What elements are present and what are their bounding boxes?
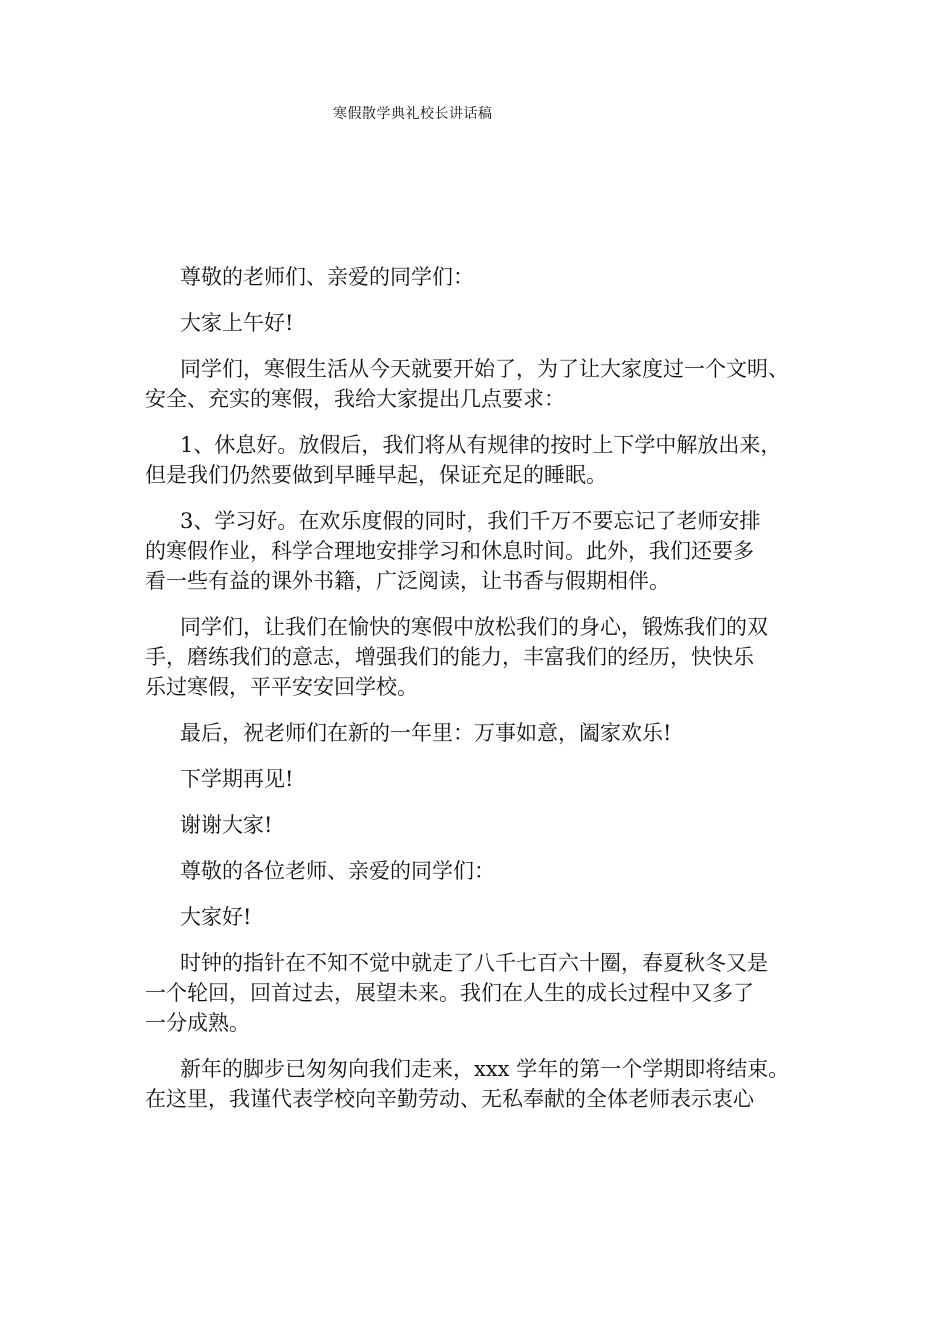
text-line: 尊敬的各位老师、亲爱的同学们： [180,859,495,883]
text-line: 在这里，我谨代表学校向辛勤劳动、无私奉献的全体老师表示衷心 [145,1087,754,1111]
text-line: 尊敬的老师们、亲爱的同学们： [180,265,474,289]
paragraph-new-year [145,1054,825,1114]
text-line: 一个轮回，回首过去，展望未来。我们在人生的成长过程中又多了 [145,981,754,1005]
text-line: 看一些有益的课外书籍，广泛阅读，让书香与假期相伴。 [145,569,670,593]
paragraph-see-you [145,764,825,794]
text-line: 一分成熟。 [145,1011,250,1035]
text-line: 但是我们仍然要做到早睡早起，保证充足的睡眠。 [145,463,607,487]
paragraph-relax [145,612,825,702]
paragraph-clock [145,948,825,1038]
paragraph-hello-2 [145,902,825,932]
text-line: 安全、充实的寒假，我给大家提出几点要求： [145,387,565,411]
text-line: 大家上午好! [180,311,294,335]
paragraph-greeting [145,262,825,292]
text-line: 下学期再见! [180,767,294,791]
paragraph-wishes [145,718,825,748]
text-line: 最后，祝老师们在新的一年里：万事如意，阖家欢乐! [180,721,672,745]
text-line: 手，磨练我们的意志，增强我们的能力，丰富我们的经历，快快乐 [145,645,754,669]
text-line: 新年的脚步已匆匆向我们走来，xxx 学年的第一个学期即将结束。 [180,1057,790,1081]
text-line: 时钟的指针在不知不觉中就走了八千七百六十圈，春夏秋冬又是 [180,951,768,975]
text-line: 同学们，寒假生活从今天就要开始了，为了让大家度过一个文明、 [180,357,789,381]
text-line: 大家好! [180,905,252,929]
document-title: 寒假散学典礼校长讲话稿 [333,106,493,122]
text-line: 1、休息好。放假后，我们将从有规律的按时上下学中解放出来， [180,433,782,457]
paragraph-study-well [145,506,825,596]
text-line: 乐过寒假，平平安安回学校。 [145,675,418,699]
paragraph-rest-well [145,430,825,490]
text-line: 同学们，让我们在愉快的寒假中放松我们的身心，锻炼我们的双 [180,615,768,639]
paragraph-intro [145,354,825,414]
paragraph-hello [145,308,825,338]
text-line: 谢谢大家! [180,813,273,837]
document-body [145,262,825,1130]
paragraph-greeting-2 [145,856,825,886]
text-line: 的寒假作业，科学合理地安排学习和休息时间。此外，我们还要多 [145,539,754,563]
paragraph-thanks [145,810,825,840]
text-line: 3、学习好。在欢乐度假的同时，我们千万不要忘记了老师安排 [180,509,761,533]
